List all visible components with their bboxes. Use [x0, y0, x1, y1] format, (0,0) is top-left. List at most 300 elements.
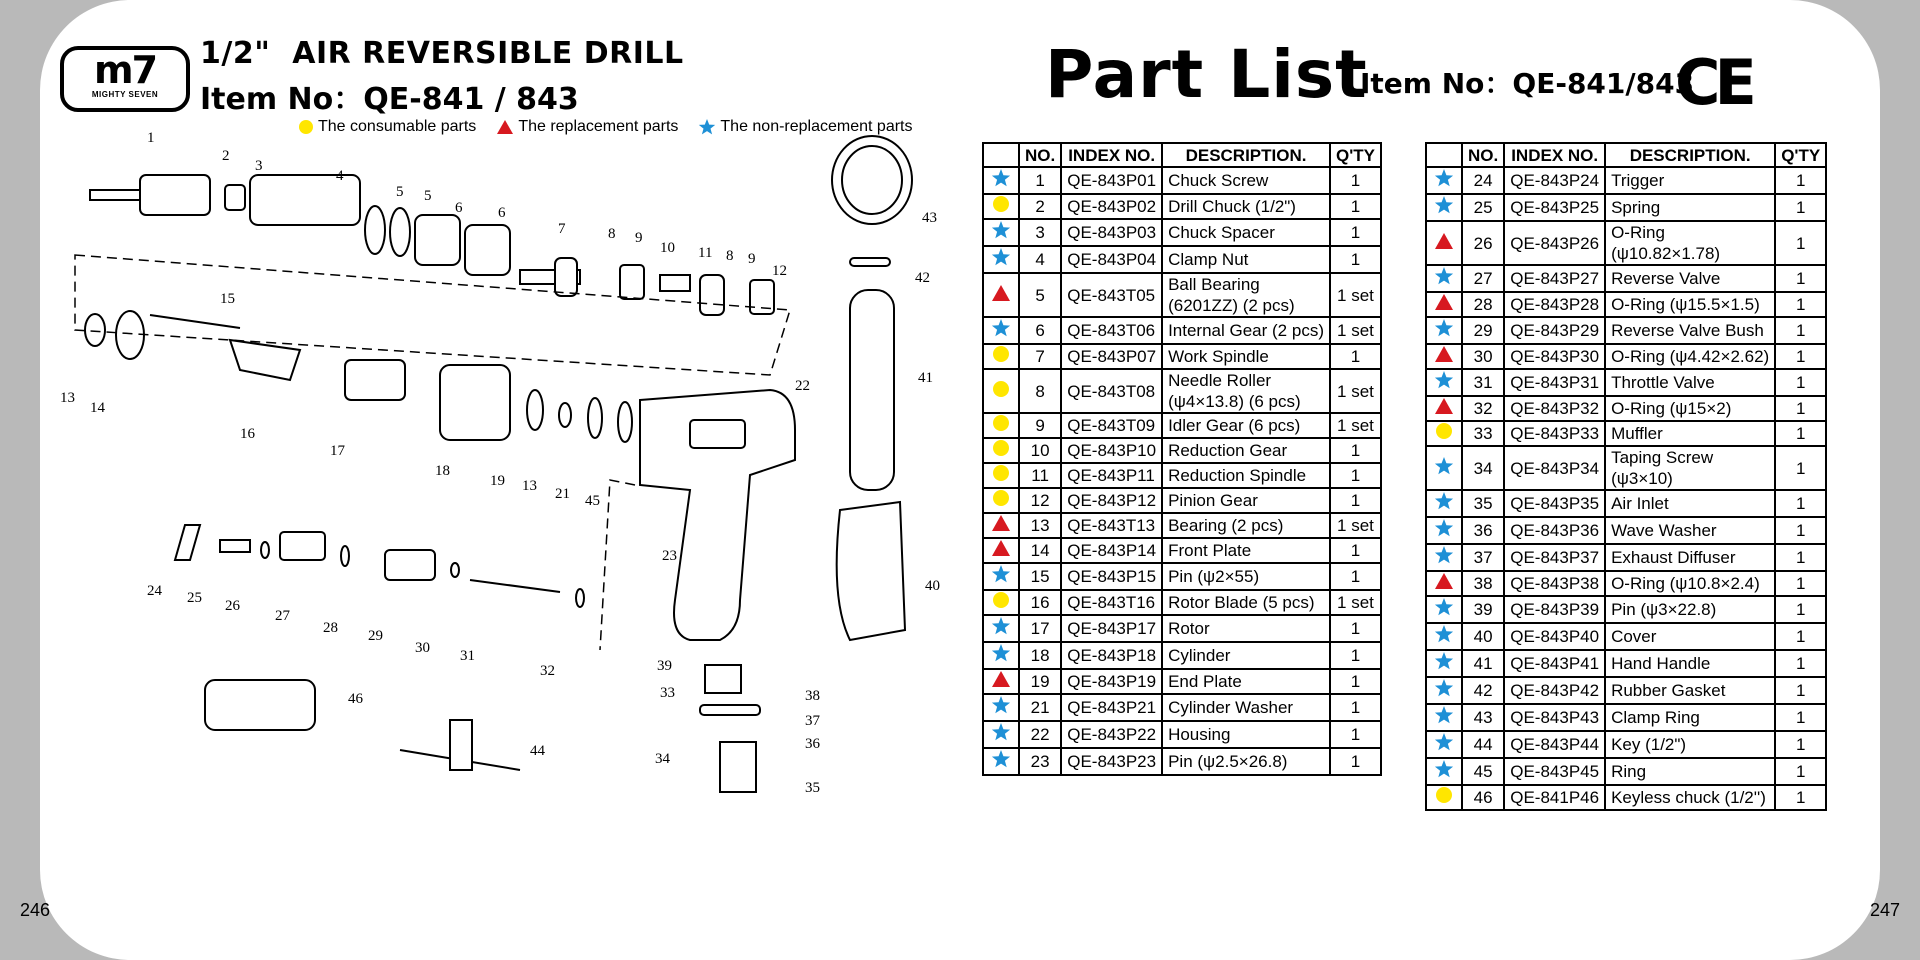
table-row	[1426, 194, 1826, 221]
air-inlet-part	[720, 742, 756, 792]
part-type-marker	[1426, 623, 1462, 650]
part-quantity: 1	[1775, 369, 1826, 396]
part-number: 3	[1019, 219, 1061, 246]
part-number: 12	[1019, 488, 1061, 513]
part-number: 6	[1019, 317, 1061, 344]
table-row	[1426, 785, 1826, 810]
svg-text:30: 30	[415, 640, 430, 656]
part-type-marker	[983, 642, 1019, 669]
part-description: Rotor Blade (5 pcs)	[1162, 590, 1330, 615]
page-number-right: 247	[1870, 900, 1901, 920]
part-index: QE-843P30	[1504, 344, 1605, 369]
svg-text:21: 21	[555, 486, 570, 502]
part-quantity: 1	[1775, 194, 1826, 221]
svg-text:13: 13	[60, 390, 75, 406]
table-header-row	[1426, 143, 1826, 167]
part-number: 21	[1019, 694, 1061, 721]
part-quantity: 1	[1330, 748, 1381, 775]
svg-text:45: 45	[585, 493, 600, 509]
part-type-marker	[1426, 344, 1462, 369]
part-type-marker	[983, 721, 1019, 748]
part-number: 40	[1462, 623, 1504, 650]
part-quantity: 1	[1775, 344, 1826, 369]
table-row	[1426, 571, 1826, 596]
circle-icon	[992, 489, 1010, 507]
part-description: Wave Washer	[1605, 517, 1775, 544]
svg-text:16: 16	[240, 426, 255, 442]
table-row	[983, 748, 1381, 775]
star-icon	[991, 247, 1011, 267]
part-quantity: 1	[1775, 731, 1826, 758]
table-row	[983, 615, 1381, 642]
table-row	[1426, 265, 1826, 292]
part-index: QE-843P39	[1504, 596, 1605, 623]
svg-text:42: 42	[915, 270, 930, 286]
svg-text:39: 39	[657, 658, 672, 674]
part-number: 32	[1462, 396, 1504, 421]
star-icon	[991, 318, 1011, 338]
part-type-marker	[983, 317, 1019, 344]
part-type-marker	[983, 344, 1019, 369]
part-quantity: 1	[1775, 396, 1826, 421]
part-index: QE-843P22	[1061, 721, 1162, 748]
part-quantity: 1	[1330, 438, 1381, 463]
table-row	[1426, 596, 1826, 623]
part-type-marker	[1426, 731, 1462, 758]
part-number: 18	[1019, 642, 1061, 669]
svg-text:9: 9	[635, 230, 643, 246]
part-number: 13	[1019, 513, 1061, 538]
description-header: DESCRIPTION.	[1162, 143, 1330, 167]
svg-text:37: 37	[805, 713, 820, 729]
part-index: QE-843P31	[1504, 369, 1605, 396]
table-row	[983, 219, 1381, 246]
part-description: O-Ring (ψ4.42×2.62)	[1605, 344, 1775, 369]
part-quantity: 1	[1330, 642, 1381, 669]
table-row	[1426, 517, 1826, 544]
star-icon	[1434, 651, 1454, 671]
part-index: QE-843T08	[1061, 369, 1162, 413]
star-icon	[991, 168, 1011, 188]
svg-text:5: 5	[424, 188, 432, 204]
table-row	[1426, 544, 1826, 571]
part-number: 24	[1462, 167, 1504, 194]
svg-text:4: 4	[336, 168, 344, 184]
part-number: 14	[1019, 538, 1061, 563]
part-quantity: 1	[1330, 694, 1381, 721]
table-row	[983, 721, 1381, 748]
part-quantity: 1	[1775, 317, 1826, 344]
part-number: 27	[1462, 265, 1504, 292]
part-number: 34	[1462, 446, 1504, 490]
svg-text:17: 17	[330, 443, 345, 459]
table-row	[983, 317, 1381, 344]
drill-chuck-part	[140, 175, 210, 215]
triangle-icon	[1434, 293, 1454, 311]
part-description: Muffler	[1605, 421, 1775, 446]
part-index: QE-843T16	[1061, 590, 1162, 615]
part-type-marker	[983, 590, 1019, 615]
part-index: QE-843P25	[1504, 194, 1605, 221]
part-type-marker	[983, 246, 1019, 273]
part-index: QE-841P46	[1504, 785, 1605, 810]
part-description: Chuck Spacer	[1162, 219, 1330, 246]
table-row	[983, 563, 1381, 590]
part-number: 9	[1019, 413, 1061, 438]
part-description: Clamp Nut	[1162, 246, 1330, 273]
part-type-marker	[1426, 421, 1462, 446]
part-description: Air Inlet	[1605, 490, 1775, 517]
legend-consumable-label: The consumable parts	[318, 118, 477, 135]
circle-icon	[992, 345, 1010, 363]
part-index: QE-843P17	[1061, 615, 1162, 642]
part-description: Housing	[1162, 721, 1330, 748]
part-type-marker	[983, 669, 1019, 694]
part-quantity: 1	[1775, 544, 1826, 571]
svg-text:15: 15	[220, 291, 235, 307]
part-description: Idler Gear (6 pcs)	[1162, 413, 1330, 438]
svg-text:38: 38	[805, 688, 820, 704]
part-quantity: 1	[1775, 650, 1826, 677]
page-number-left: 246	[20, 900, 51, 920]
star-icon	[1434, 370, 1454, 390]
star-icon	[1434, 491, 1454, 511]
part-type-marker	[1426, 292, 1462, 317]
star-icon	[991, 564, 1011, 584]
part-quantity: 1	[1330, 721, 1381, 748]
part-type-marker	[983, 615, 1019, 642]
star-icon	[1434, 456, 1454, 476]
part-description: Trigger	[1605, 167, 1775, 194]
table-row	[1426, 650, 1826, 677]
part-quantity: 1 set	[1330, 369, 1381, 413]
cylinder-part	[440, 365, 510, 440]
part-index: QE-843P45	[1504, 758, 1605, 785]
part-index: QE-843P37	[1504, 544, 1605, 571]
part-description: Taping Screw (ψ3×10)	[1605, 446, 1775, 490]
part-type-marker	[983, 463, 1019, 488]
star-icon	[991, 722, 1011, 742]
svg-text:8: 8	[726, 248, 734, 264]
svg-text:9: 9	[748, 251, 756, 267]
table-header-row	[983, 143, 1381, 167]
part-number: 45	[1462, 758, 1504, 785]
part-quantity: 1	[1775, 758, 1826, 785]
no-header: NO.	[1462, 143, 1504, 167]
part-index: QE-843P07	[1061, 344, 1162, 369]
part-number: 35	[1462, 490, 1504, 517]
part-index: QE-843P33	[1504, 421, 1605, 446]
item-number: Item No：QE-841 / 843	[200, 82, 579, 117]
star-icon	[991, 220, 1011, 240]
part-quantity: 1	[1775, 704, 1826, 731]
table-row	[983, 463, 1381, 488]
part-quantity: 1	[1775, 292, 1826, 317]
part-description: Ring	[1605, 758, 1775, 785]
svg-text:7: 7	[558, 221, 566, 237]
part-type-marker	[983, 167, 1019, 194]
table-row	[1426, 317, 1826, 344]
part-index: QE-843P21	[1061, 694, 1162, 721]
part-number: 46	[1462, 785, 1504, 810]
part-index: QE-843P19	[1061, 669, 1162, 694]
parts-table-right	[1425, 142, 1827, 811]
svg-text:11: 11	[698, 245, 713, 261]
part-description: Rotor	[1162, 615, 1330, 642]
part-index: QE-843P29	[1504, 317, 1605, 344]
qty-header: Q'TY	[1775, 143, 1826, 167]
table-row	[1426, 344, 1826, 369]
parts-table-left	[982, 142, 1382, 776]
part-description: Cylinder	[1162, 642, 1330, 669]
part-index: QE-843P23	[1061, 748, 1162, 775]
table-row	[983, 273, 1381, 317]
part-type-marker	[1426, 369, 1462, 396]
svg-text:34: 34	[655, 751, 670, 767]
part-quantity: 1	[1775, 677, 1826, 704]
part-type-marker	[1426, 446, 1462, 490]
legend-non-replacement-label: The non-replacement parts	[720, 118, 913, 135]
part-description: Front Plate	[1162, 538, 1330, 563]
table-row	[1426, 731, 1826, 758]
part-number: 16	[1019, 590, 1061, 615]
part-description: Clamp Ring	[1605, 704, 1775, 731]
table-row	[1426, 396, 1826, 421]
part-number: 2	[1019, 194, 1061, 219]
part-type-marker	[983, 488, 1019, 513]
part-index: QE-843P41	[1504, 650, 1605, 677]
svg-text:32: 32	[540, 663, 555, 679]
part-quantity: 1	[1775, 167, 1826, 194]
star-icon	[991, 749, 1011, 769]
part-type-marker	[1426, 677, 1462, 704]
part-quantity: 1	[1775, 623, 1826, 650]
part-type-marker	[983, 563, 1019, 590]
part-description: Work Spindle	[1162, 344, 1330, 369]
part-number: 36	[1462, 517, 1504, 544]
part-description: Keyless chuck (1/2'')	[1605, 785, 1775, 810]
part-number: 38	[1462, 571, 1504, 596]
svg-text:18: 18	[435, 463, 450, 479]
svg-text:24: 24	[147, 583, 162, 599]
part-description: Cylinder Washer	[1162, 694, 1330, 721]
part-description: Reduction Gear	[1162, 438, 1330, 463]
svg-text:41: 41	[918, 370, 933, 386]
part-index: QE-843P26	[1504, 221, 1605, 265]
part-index: QE-843P28	[1504, 292, 1605, 317]
part-number: 10	[1019, 438, 1061, 463]
svg-text:44: 44	[530, 743, 545, 759]
star-icon	[1434, 732, 1454, 752]
part-quantity: 1	[1330, 463, 1381, 488]
part-type-marker	[1426, 490, 1462, 517]
part-number: 1	[1019, 167, 1061, 194]
part-number: 4	[1019, 246, 1061, 273]
part-type-marker	[1426, 167, 1462, 194]
part-description: Rubber Gasket	[1605, 677, 1775, 704]
marker-header	[1426, 143, 1462, 167]
svg-text:31: 31	[460, 648, 475, 664]
index-header: INDEX NO.	[1504, 143, 1605, 167]
triangle-icon	[991, 514, 1011, 532]
svg-text:43: 43	[922, 210, 937, 226]
part-quantity: 1 set	[1330, 317, 1381, 344]
table-row	[1426, 704, 1826, 731]
part-type-marker	[983, 369, 1019, 413]
svg-text:14: 14	[90, 400, 105, 416]
circle-icon	[992, 414, 1010, 432]
part-number: 19	[1019, 669, 1061, 694]
part-quantity: 1	[1775, 571, 1826, 596]
part-description: Reverse Valve Bush	[1605, 317, 1775, 344]
part-type-marker	[1426, 317, 1462, 344]
part-quantity: 1	[1330, 167, 1381, 194]
circle-icon	[992, 380, 1010, 398]
triangle-icon	[991, 284, 1011, 302]
m7-logo	[60, 46, 190, 112]
part-description: Pin (ψ2.5×26.8)	[1162, 748, 1330, 775]
star-icon	[1434, 597, 1454, 617]
part-index: QE-843P27	[1504, 265, 1605, 292]
part-type-marker	[1426, 758, 1462, 785]
table-row	[983, 194, 1381, 219]
part-type-marker	[1426, 194, 1462, 221]
exploded-view-diagram	[50, 130, 950, 810]
circle-icon	[1435, 422, 1453, 440]
part-description: Exhaust Diffuser	[1605, 544, 1775, 571]
star-icon	[1434, 759, 1454, 779]
star-icon	[1434, 266, 1454, 286]
table-row	[1426, 490, 1826, 517]
part-number: 23	[1019, 748, 1061, 775]
part-type-marker	[1426, 265, 1462, 292]
part-description: Throttle Valve	[1605, 369, 1775, 396]
part-quantity: 1	[1775, 446, 1826, 490]
star-icon	[1434, 168, 1454, 188]
part-index: QE-843P15	[1061, 563, 1162, 590]
part-description: Reduction Spindle	[1162, 463, 1330, 488]
table-row	[1426, 221, 1826, 265]
part-quantity: 1	[1330, 194, 1381, 219]
part-quantity: 1	[1330, 219, 1381, 246]
part-description: Spring	[1605, 194, 1775, 221]
part-quantity: 1	[1330, 563, 1381, 590]
part-number: 22	[1019, 721, 1061, 748]
part-type-marker	[1426, 221, 1462, 265]
keyless-chuck-part	[205, 680, 315, 730]
part-index: QE-843T13	[1061, 513, 1162, 538]
svg-text:1: 1	[147, 130, 155, 146]
part-description: Ball Bearing (6201ZZ) (2 pcs)	[1162, 273, 1330, 317]
part-number: 43	[1462, 704, 1504, 731]
svg-text:27: 27	[275, 608, 290, 624]
part-type-marker	[1426, 396, 1462, 421]
part-type-marker	[1426, 571, 1462, 596]
part-number: 44	[1462, 731, 1504, 758]
part-description: O-Ring (ψ15×2)	[1605, 396, 1775, 421]
table-row	[983, 694, 1381, 721]
part-number: 39	[1462, 596, 1504, 623]
triangle-icon	[991, 670, 1011, 688]
svg-text:29: 29	[368, 628, 383, 644]
svg-text:26: 26	[225, 598, 240, 614]
circle-icon	[992, 591, 1010, 609]
circle-icon	[1435, 786, 1453, 804]
star-icon	[991, 643, 1011, 663]
part-type-marker	[1426, 785, 1462, 810]
part-index: QE-843P34	[1504, 446, 1605, 490]
star-icon	[1434, 624, 1454, 644]
part-index: QE-843P36	[1504, 517, 1605, 544]
part-quantity: 1	[1330, 488, 1381, 513]
svg-text:46: 46	[348, 691, 363, 707]
table-row	[1426, 369, 1826, 396]
part-description: Chuck Screw	[1162, 167, 1330, 194]
part-quantity: 1 set	[1330, 413, 1381, 438]
part-description: O-Ring (ψ10.8×2.4)	[1605, 571, 1775, 596]
part-index: QE-843P14	[1061, 538, 1162, 563]
part-number: 30	[1462, 344, 1504, 369]
part-type-marker	[1426, 596, 1462, 623]
svg-text:3: 3	[255, 158, 263, 174]
description-header: DESCRIPTION.	[1605, 143, 1775, 167]
part-description: Key (1/2")	[1605, 731, 1775, 758]
table-row	[983, 538, 1381, 563]
logo-mark: m7	[93, 48, 157, 92]
legend-replacement-label: The replacement parts	[518, 118, 679, 135]
svg-text:13: 13	[522, 478, 537, 494]
part-number: 26	[1462, 221, 1504, 265]
part-quantity: 1	[1775, 517, 1826, 544]
part-type-marker	[1426, 544, 1462, 571]
triangle-icon	[1434, 345, 1454, 363]
part-type-marker	[983, 538, 1019, 563]
svg-text:23: 23	[662, 548, 677, 564]
part-number: 41	[1462, 650, 1504, 677]
part-number: 37	[1462, 544, 1504, 571]
part-description: Internal Gear (2 pcs)	[1162, 317, 1330, 344]
marker-header	[983, 143, 1019, 167]
part-quantity: 1	[1775, 265, 1826, 292]
part-index: QE-843P40	[1504, 623, 1605, 650]
part-description: O-Ring (ψ10.82×1.78)	[1605, 221, 1775, 265]
part-quantity: 1	[1775, 490, 1826, 517]
part-index: QE-843P04	[1061, 246, 1162, 273]
logo-tagline: MIGHTY SEVEN	[91, 90, 159, 99]
rotor-part	[345, 360, 405, 400]
part-index: QE-843P35	[1504, 490, 1605, 517]
star-icon	[1434, 678, 1454, 698]
hand-handle-part	[850, 290, 894, 490]
part-description: Reverse Valve	[1605, 265, 1775, 292]
part-type-marker	[1426, 517, 1462, 544]
part-number: 5	[1019, 273, 1061, 317]
part-description: End Plate	[1162, 669, 1330, 694]
rotor-blade-part	[230, 340, 300, 380]
part-quantity: 1	[1775, 596, 1826, 623]
table-row	[983, 344, 1381, 369]
table-row	[1426, 446, 1826, 490]
part-index: QE-843P42	[1504, 677, 1605, 704]
part-type-marker	[1426, 650, 1462, 677]
part-description: Cover	[1605, 623, 1775, 650]
part-quantity: 1	[1330, 246, 1381, 273]
part-number: 15	[1019, 563, 1061, 590]
clamp-nut-part	[250, 175, 360, 225]
table-row	[1426, 421, 1826, 446]
part-index: QE-843P38	[1504, 571, 1605, 596]
part-number: 28	[1462, 292, 1504, 317]
